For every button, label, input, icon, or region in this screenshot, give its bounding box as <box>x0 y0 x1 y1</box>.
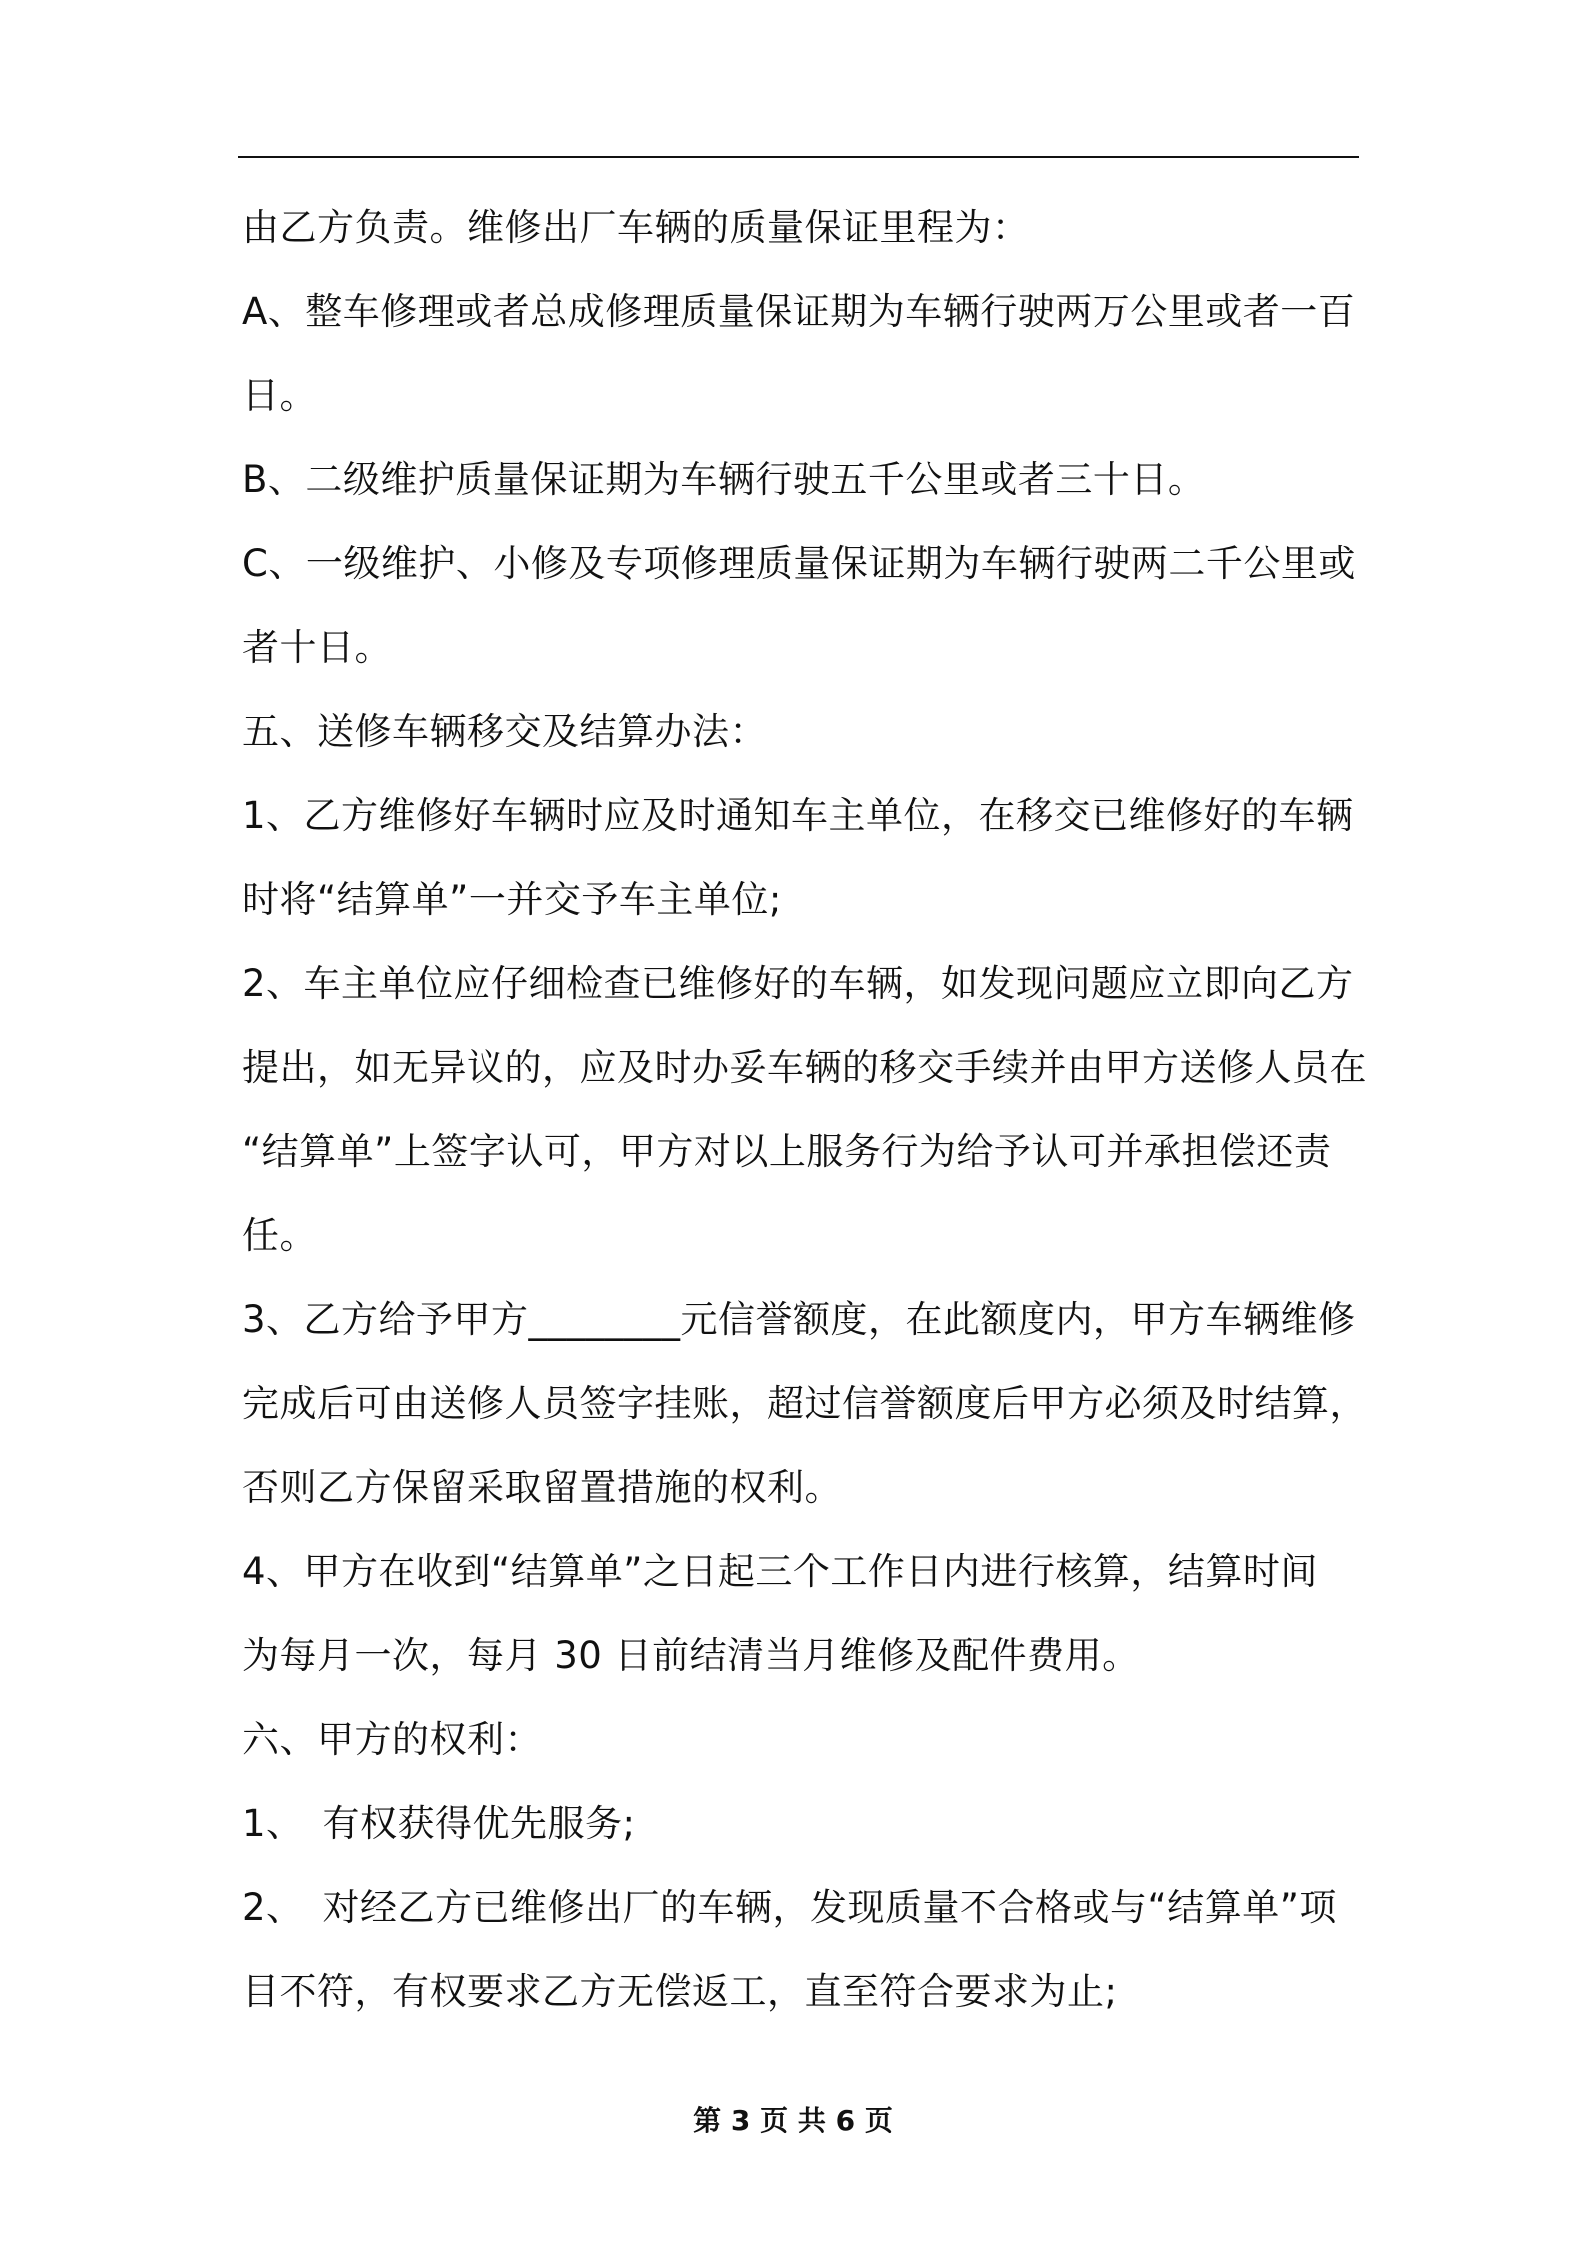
text-line: 为每月一次，每月 30 日前结清当月维修及配件费用。 <box>242 1634 1140 1677</box>
text-line: 1、 有权获得优先服务; <box>242 1802 636 1845</box>
text-line: 完成后可由送修人员签字挂账，超过信誉额度后甲方必须及时结算， <box>242 1382 1367 1425</box>
text-line: 4、甲方在收到“结算单”之日起三个工作日内进行核算，结算时间 <box>242 1550 1318 1593</box>
text-line: 1、乙方维修好车辆时应及时通知车主单位，在移交已维修好的车辆 <box>242 794 1354 837</box>
text-line: 目不符，有权要求乙方无偿返工，直至符合要求为止; <box>242 1970 1118 2013</box>
text-line: 2、车主单位应仔细检查已维修好的车辆，如发现问题应立即向乙方 <box>242 962 1354 1005</box>
text-line: 日。 <box>242 374 317 417</box>
page-footer: 第 3 页 共 6 页 <box>693 2104 893 2137</box>
text-line: 任。 <box>242 1214 317 1257</box>
section-heading: 五、送修车辆移交及结算办法： <box>242 710 767 753</box>
text-line: 2、 对经乙方已维修出厂的车辆，发现质量不合格或与“结算单”项 <box>242 1886 1337 1929</box>
text-line: 时将“结算单”一并交予车主单位; <box>242 878 782 921</box>
text-line: 否则乙方保留采取留置措施的权利。 <box>242 1466 842 1509</box>
text-line: B、二级维护质量保证期为车辆行驶五千公里或者三十日。 <box>242 458 1206 501</box>
text-line: “结算单”上签字认可，甲方对以上服务行为给予认可并承担偿还责 <box>242 1130 1332 1173</box>
text-line: 者十日。 <box>242 626 392 669</box>
text-line: 提出，如无异议的，应及时办妥车辆的移交手续并由甲方送修人员在 <box>242 1046 1367 1089</box>
text-line: A、整车修理或者总成修理质量保证期为车辆行驶两万公里或者一百 <box>242 290 1356 333</box>
text-line: 由乙方负责。维修出厂车辆的质量保证里程为： <box>242 206 1030 249</box>
text-line: 3、乙方给予甲方________元信誉额度，在此额度内，甲方车辆维修 <box>242 1298 1356 1341</box>
header-rule <box>238 156 1359 158</box>
text-line: C、一级维护、小修及专项修理质量保证期为车辆行驶两二千公里或 <box>242 542 1356 585</box>
section-heading: 六、甲方的权利： <box>242 1718 542 1761</box>
